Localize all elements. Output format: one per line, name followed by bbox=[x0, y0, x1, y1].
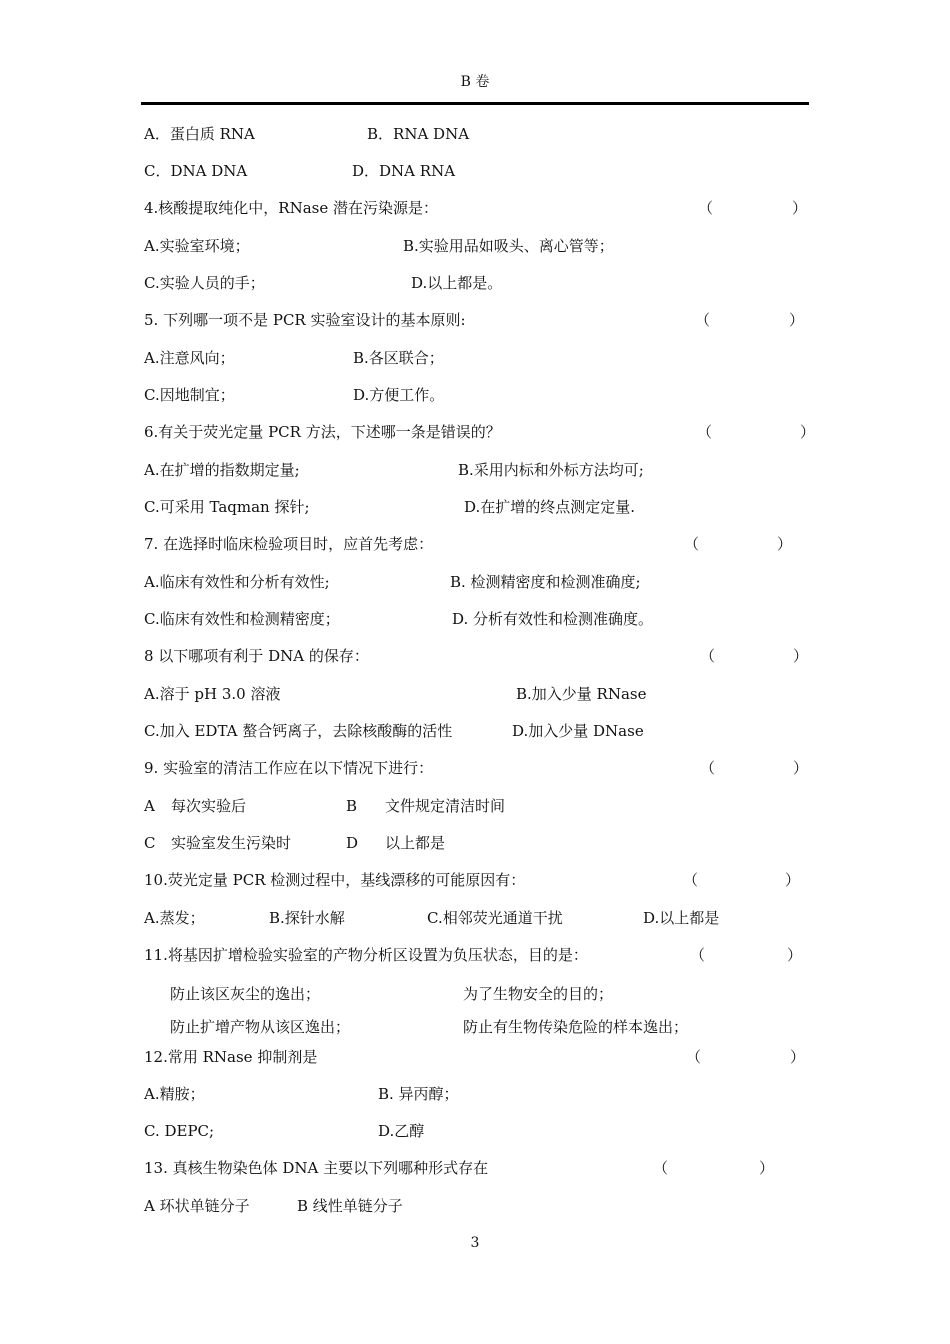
option-text: D.在扩增的终点测定定量. bbox=[464, 498, 636, 516]
answer-blank-close: ） bbox=[759, 1159, 775, 1177]
option-text: A.蒸发； bbox=[144, 909, 205, 927]
option-text: B. 异丙醇； bbox=[378, 1085, 459, 1103]
page-header: B 卷 bbox=[460, 74, 490, 90]
answer-blank-open: （ bbox=[698, 199, 714, 217]
option-text: 文件规定清洁时间 bbox=[385, 797, 506, 815]
option-text: B.采用内标和外标方法均可; bbox=[458, 461, 644, 479]
option-text: B.探针水解 bbox=[269, 909, 345, 927]
option-text: B.加入少量 RNase bbox=[516, 685, 647, 703]
answer-blank-open: （ bbox=[684, 535, 700, 553]
option-text: A.溶于 pH 3.0 溶液 bbox=[144, 685, 281, 703]
question-text: 10.荧光定量 PCR 检测过程中，基线漂移的可能原因有： bbox=[144, 871, 526, 889]
question-text: 5. 下列哪一项不是 PCR 实验室设计的基本原则: bbox=[144, 311, 466, 329]
option-text: A.精胺； bbox=[144, 1085, 205, 1103]
answer-blank-close: ） bbox=[793, 759, 809, 777]
answer-blank-open: （ bbox=[700, 759, 716, 777]
question-text: 9. 实验室的清洁工作应在以下情况下进行： bbox=[144, 759, 434, 777]
question-text: 6.有关于荧光定量 PCR 方法，下述哪一条是错误的？ bbox=[144, 423, 501, 441]
option-text: A 环状单链分子 bbox=[144, 1197, 250, 1215]
option-text: 实验室发生污染时 bbox=[171, 834, 292, 852]
option-text: B. 检测精密度和检测准确度; bbox=[450, 573, 641, 591]
option-text: 为了生物安全的目的； bbox=[463, 985, 614, 1003]
option-text: C bbox=[144, 834, 156, 852]
option-text: B 线性单链分子 bbox=[297, 1197, 403, 1215]
option-text: B bbox=[346, 797, 358, 815]
answer-blank-close: ） bbox=[777, 535, 793, 553]
option-text: D.乙醇 bbox=[378, 1122, 425, 1140]
question-text: 12.常用 RNase 抑制剂是 bbox=[144, 1048, 318, 1066]
question-text: 11.将基因扩增检验实验室的产物分析区设置为负压状态，目的是： bbox=[144, 946, 588, 964]
option-text: C.因地制宜； bbox=[144, 386, 235, 404]
question-text: 7. 在选择时临床检验项目时，应首先考虑： bbox=[144, 535, 434, 553]
option-text: D.加入少量 DNase bbox=[512, 722, 644, 740]
option-text: B.各区联合； bbox=[353, 349, 444, 367]
option-text: C．DNA DNA bbox=[144, 162, 248, 180]
answer-blank-close: ） bbox=[790, 1048, 806, 1066]
option-text: C.实验人员的手； bbox=[144, 274, 265, 292]
option-text: D.以上都是 bbox=[643, 909, 720, 927]
answer-blank-open: （ bbox=[683, 871, 699, 889]
answer-blank-open: （ bbox=[653, 1159, 669, 1177]
option-text: D.以上都是。 bbox=[411, 274, 503, 292]
option-text: A bbox=[144, 797, 155, 815]
answer-blank-close: ） bbox=[792, 199, 808, 217]
option-text: A．蛋白质 RNA bbox=[144, 125, 255, 143]
question-text: 4.核酸提取纯化中，RNase 潜在污染源是： bbox=[144, 199, 439, 217]
option-text: 以上都是 bbox=[385, 834, 446, 852]
option-text: D bbox=[346, 834, 359, 852]
answer-blank-close: ） bbox=[789, 311, 805, 329]
question-text: 8 以下哪项有利于 DNA 的保存： bbox=[144, 647, 369, 665]
option-text: A.实验室环境； bbox=[144, 237, 250, 255]
page-number: 3 bbox=[470, 1235, 480, 1251]
option-text: 每次实验后 bbox=[171, 797, 247, 815]
header-rule bbox=[141, 102, 809, 105]
option-text: C. DEPC; bbox=[144, 1122, 215, 1140]
answer-blank-open: （ bbox=[700, 647, 716, 665]
option-text: C.可采用 Taqman 探针; bbox=[144, 498, 310, 516]
option-text: C.临床有效性和检测精密度； bbox=[144, 610, 340, 628]
option-text: 防止扩增产物从该区逸出； bbox=[170, 1018, 351, 1036]
option-text: 防止该区灰尘的逸出； bbox=[170, 985, 321, 1003]
option-text: A.注意风向； bbox=[144, 349, 235, 367]
answer-blank-close: ） bbox=[785, 871, 801, 889]
option-text: D.方便工作。 bbox=[353, 386, 445, 404]
answer-blank-close: ） bbox=[800, 423, 816, 441]
option-text: B.实验用品如吸头、离心管等； bbox=[403, 237, 614, 255]
option-text: C.加入 EDTA 螯合钙离子，去除核酸酶的活性 bbox=[144, 722, 453, 740]
option-text: A.在扩增的指数期定量; bbox=[144, 461, 300, 479]
question-text: 13. 真核生物染色体 DNA 主要以下列哪种形式存在 bbox=[144, 1159, 489, 1177]
option-text: A.临床有效性和分析有效性; bbox=[144, 573, 330, 591]
answer-blank-open: （ bbox=[697, 423, 713, 441]
answer-blank-close: ） bbox=[793, 647, 809, 665]
option-text: B．RNA DNA bbox=[367, 125, 470, 143]
answer-blank-open: （ bbox=[686, 1048, 702, 1066]
option-text: D. 分析有效性和检测准确度。 bbox=[452, 610, 654, 628]
answer-blank-open: （ bbox=[690, 946, 706, 964]
option-text: D．DNA RNA bbox=[352, 162, 456, 180]
option-text: 防止有生物传染危险的样本逸出； bbox=[463, 1018, 689, 1036]
option-text: C.相邻荧光通道干扰 bbox=[427, 909, 563, 927]
answer-blank-close: ） bbox=[787, 946, 803, 964]
answer-blank-open: （ bbox=[695, 311, 711, 329]
